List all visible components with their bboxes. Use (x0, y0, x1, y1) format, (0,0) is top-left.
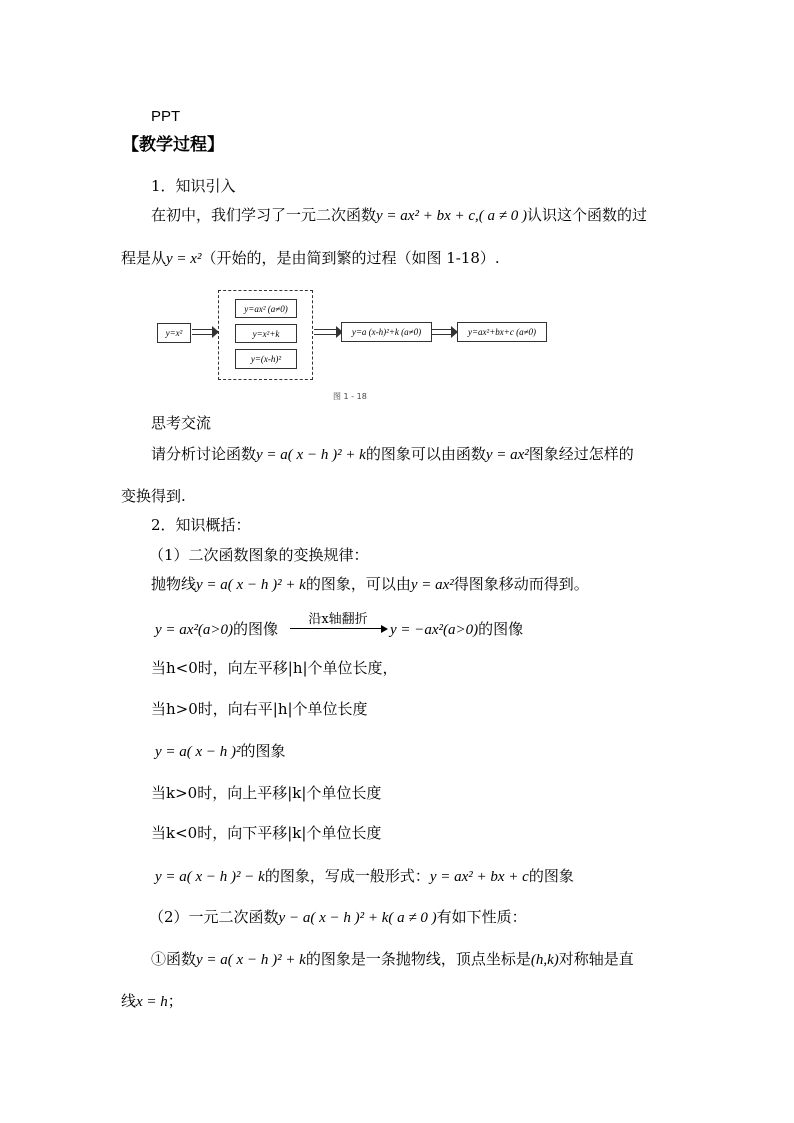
arrow-3 (431, 329, 451, 335)
h-positive-rule: 当h>0时，向右平|h|个单位长度 (151, 700, 368, 718)
k-positive-rule: 当k>0时，向上平移|k|个单位长度 (151, 784, 382, 802)
intro-paragraph-line2: 程是从y = x²（开始的，是由简到繁的过程（如图 1-18）. (121, 249, 500, 267)
section-title: 【教学过程】 (122, 135, 224, 155)
formula-sub2: y − a( x − h )² + k( a ≠ 0 ) (278, 910, 437, 926)
formula-vertex-form: y = a( x − h )² + k (256, 447, 366, 463)
box-y-x2: y=x² (157, 323, 191, 343)
box-y-x2-plus-k: y=x²+k (235, 324, 297, 343)
summary-sub1: （1）二次函数图象的变换规律： (149, 546, 369, 564)
figure-caption: 图 1 - 18 (333, 392, 367, 401)
property-1-line1: ①函数y = a( x − h )² + k的图象是一条抛物线，顶点坐标是(h,k)对称轴是直 (151, 950, 634, 968)
discuss-paragraph-line2: 变换得到. (121, 487, 186, 505)
flip-arrow-label: 沿x轴翻折 (308, 612, 368, 627)
formula-quadratic-general: y = ax² + bx + c,( a ≠ 0 ) (376, 208, 527, 224)
discuss-paragraph-line1: 请分析讨论函数y = a( x − h )² + k的图象可以由函数y = ax²图象经过怎样的 (151, 445, 634, 463)
arrow-1 (192, 329, 212, 335)
property-1-line2: 线x = h； (121, 992, 183, 1010)
flip-line-left: y = ax²(a>0)的图像 (155, 620, 279, 638)
formula-flip-left: y = ax²(a>0) (155, 622, 234, 638)
box-y-x-minus-h-sq: y=(x-h)² (235, 349, 297, 369)
ppt-label: PPT (151, 108, 181, 125)
flip-line-right: y = −ax²(a>0)的图像 (390, 620, 524, 638)
shift-form-line: y = a( x − h )²的图象 (155, 742, 286, 760)
h-negative-rule: 当h<0时，向左平移|h|个单位长度， (151, 659, 398, 677)
axis-formula: x = h (136, 994, 168, 1010)
intro-paragraph-line1: 在初中，我们学习了一元二次函数y = ax² + bx + c,( a ≠ 0 )认识这个函数的过 (151, 206, 647, 224)
formula-flip-right: y = −ax²(a>0) (390, 622, 479, 638)
summary-heading: 2．知识概括： (151, 516, 251, 534)
general-form-line: y = a( x − h )² − k的图象，写成一般形式：y = ax² + bx + c的图象 (155, 867, 574, 885)
parabola-line: 抛物线y = a( x − h )² + k的图象，可以由y = ax²得图象移动而得到。 (151, 575, 589, 593)
formula-y-ax2: y = ax² (485, 447, 529, 463)
formula-general-form: y = ax² + bx + c (429, 869, 529, 885)
formula-minus-k: y = a( x − h )² − k (155, 869, 265, 885)
k-negative-rule: 当k<0时，向下平移|k|个单位长度 (151, 824, 382, 842)
formula-shift-form: y = a( x − h )² (155, 744, 241, 760)
formula-y-x2: y = x² (166, 251, 202, 267)
summary-sub2: （2）一元二次函数y − a( x − h )² + k( a ≠ 0 )有如下性质： (149, 908, 527, 926)
box-general-form: y=ax²+bx+c (a≠0) (457, 322, 547, 342)
box-vertex-form: y=a (x-h)²+k (a≠0) (341, 322, 432, 342)
box-y-ax2: y=ax² (a≠0) (235, 299, 297, 318)
discuss-heading: 思考交流 (151, 414, 212, 432)
vertex-coordinate: (h,k) (530, 952, 559, 968)
intro-heading: 1．知识引入 (151, 177, 236, 195)
arrow-2 (314, 329, 336, 335)
flip-arrow (290, 628, 386, 629)
